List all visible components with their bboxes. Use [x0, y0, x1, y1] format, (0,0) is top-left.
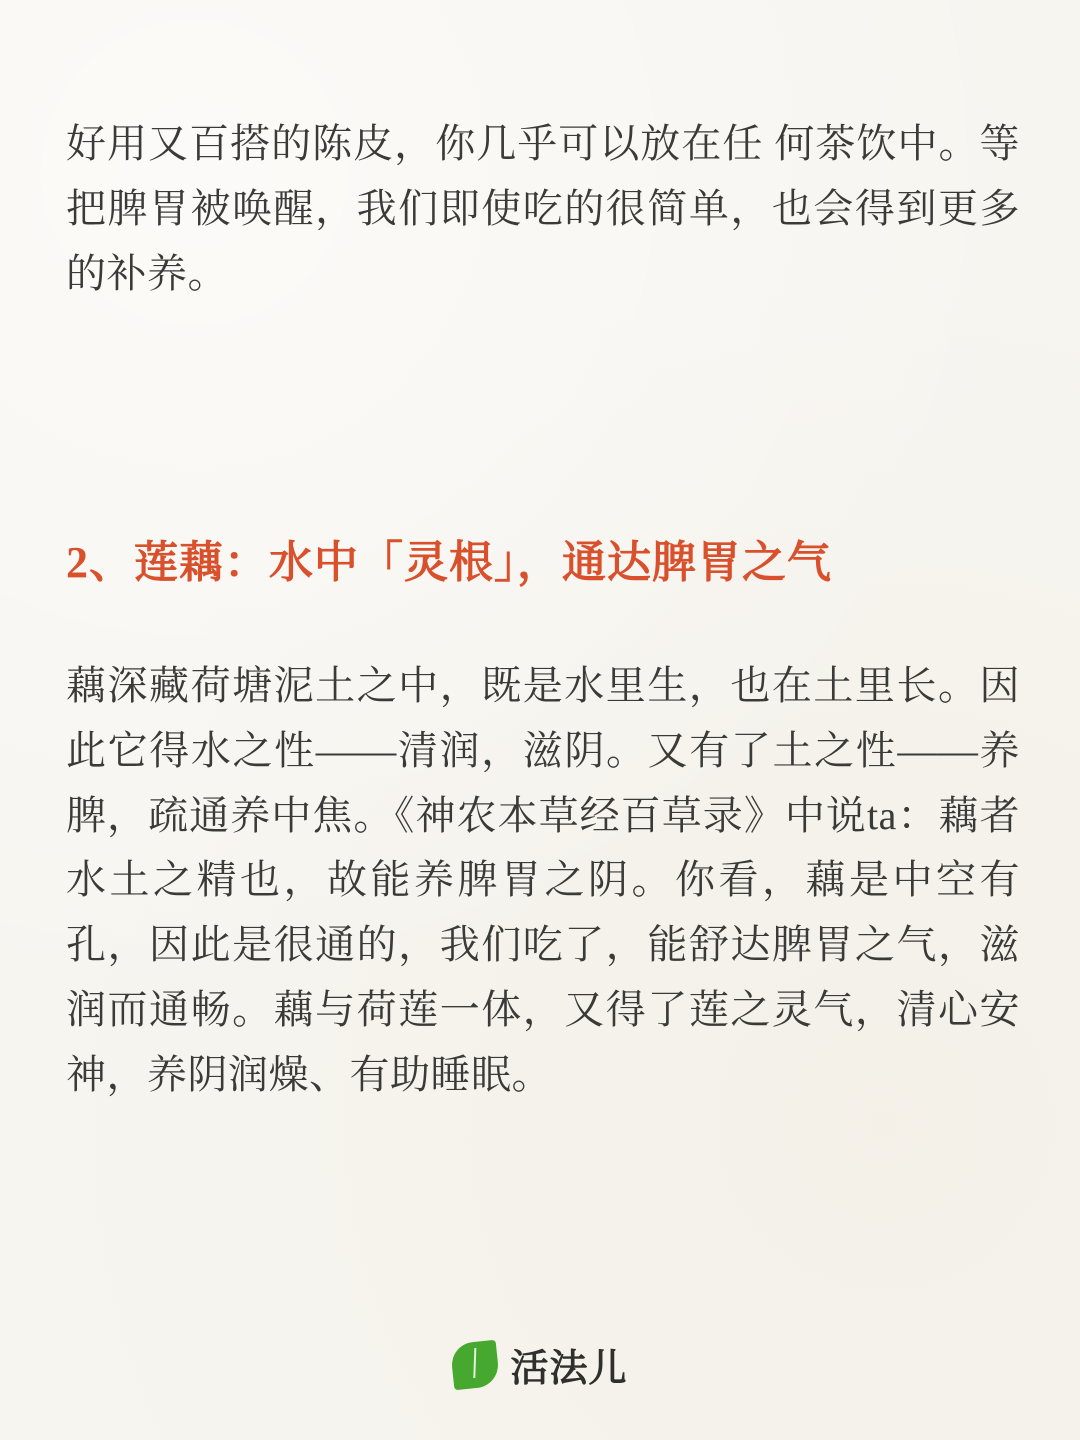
footer-brand — [0, 1337, 1080, 1392]
section-heading: 2、莲藕：水中「灵根」，通达脾胃之气 — [66, 538, 832, 588]
intro-paragraph: 好用又百搭的陈皮，你几乎可以放在任 何茶饮中。等把脾胃被唤醒，我们即使吃的很简单，也会得到更多的补养。 — [66, 121, 1020, 296]
brand-name: 活法儿 — [510, 1348, 628, 1390]
section-heading-wrap — [66, 532, 1020, 594]
body-paragraph-wrap — [66, 654, 1020, 1108]
leaf-icon — [450, 1339, 501, 1390]
article-content — [66, 112, 1020, 1108]
body-paragraph: 藕深藏荷塘泥土之中，既是水里生，也在土里长。因此它得水之性——清润，滋阴。又有了土之性——养脾，疏通养中焦。《神农本草经百草录》中说ta：藕者水土之精也，故能养脾胃之阴。你看，藕是中空有孔，因此是很通的，我们吃了，能舒达脾胃之气，滋润而通畅。藕与荷莲一体，又得了莲之灵气，清心安神，养阴润燥、有助睡眠。 — [66, 662, 1020, 1097]
